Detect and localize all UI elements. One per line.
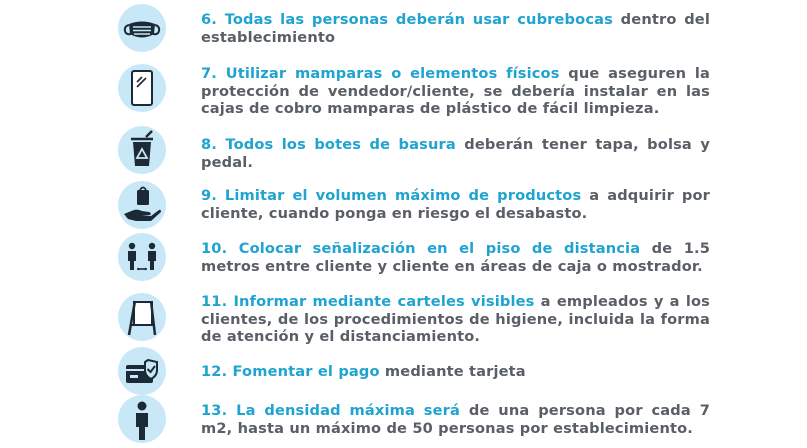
guideline-highlight: 7. Utilizar mamparas o elementos físicos	[201, 65, 560, 82]
face-mask-icon	[118, 4, 166, 52]
card-payment-icon	[118, 347, 166, 395]
guideline-highlight: 6. Todas las personas deberán usar cubrebocas	[201, 11, 613, 28]
glass-partition-icon	[118, 64, 166, 112]
guideline-rest: deberán tener tapa, bolsa y pedal.	[201, 136, 710, 171]
trash-bin-icon	[118, 126, 166, 174]
guideline-rest: de una persona por cada 7 m2, hasta un máximo de 50 personas por establecimiento.	[201, 402, 710, 437]
guideline-highlight: 8. Todos los botes de basura	[201, 136, 456, 153]
guideline-text-13	[201, 402, 710, 437]
guideline-rest: mediante tarjeta	[379, 363, 526, 380]
guideline-rest: a empleados y a los clientes, de los procedimientos de higiene, incluida la forma de atención y el distanciamiento.	[201, 293, 710, 345]
guideline-rest: que aseguren la protección de vendedor/cliente, se debería instalar en las cajas de cobro mamparas de plástico de fácil limpieza.	[201, 65, 710, 117]
hand-holding-bag-icon	[118, 181, 166, 229]
person-icon	[118, 395, 166, 443]
guideline-highlight: 13. La densidad máxima será	[201, 402, 461, 419]
guideline-text-12	[201, 363, 710, 381]
guideline-text-9	[201, 187, 710, 222]
guideline-highlight: 10. Colocar señalización en el piso de distancia	[201, 240, 641, 257]
guideline-highlight: 9. Limitar el volumen máximo de productos	[201, 187, 582, 204]
guideline-highlight: 12. Fomentar el pago	[201, 363, 380, 380]
guideline-rest: dentro del establecimiento	[201, 11, 710, 46]
social-distance-icon	[118, 233, 166, 281]
guideline-highlight: 11. Informar mediante carteles visibles	[201, 293, 535, 310]
guideline-text-7	[201, 65, 710, 118]
guideline-text-8	[201, 136, 710, 171]
guideline-text-10	[201, 240, 710, 275]
guideline-text-11	[201, 293, 710, 346]
guideline-rest: de 1.5 metros entre cliente y cliente en áreas de caja o mostrador.	[201, 240, 710, 275]
guideline-text-6	[201, 11, 710, 46]
guideline-rest: a adquirir por cliente, cuando ponga en riesgo el desabasto.	[201, 187, 710, 222]
easel-sign-icon	[118, 293, 166, 341]
